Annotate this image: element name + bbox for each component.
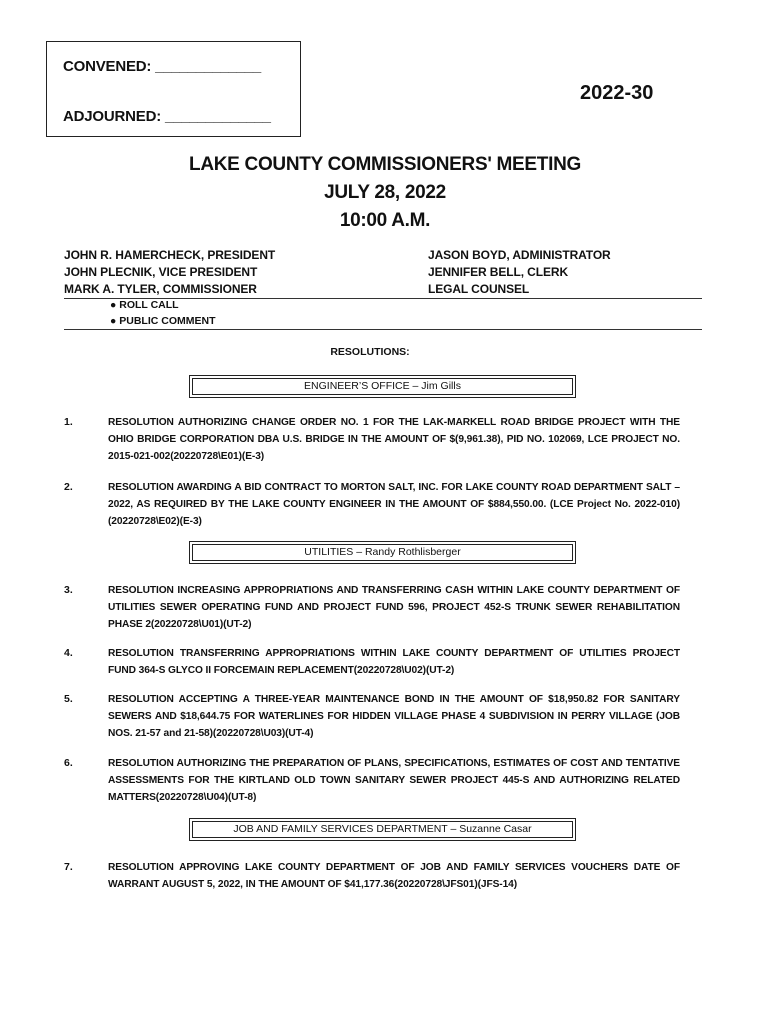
item-2-text: RESOLUTION AWARDING A BID CONTRACT TO MORTON SALT, INC. FOR LAKE COUNTY ROAD DEPARTMENT SALT – 2022, AS REQUIRED BY THE LAKE COUNTY ENGINEER IN THE AMOUNT OF $884,550.00. (LCE Project No. 2022-010)(20220728\E02)(E-3) bbox=[108, 482, 680, 527]
item-3-text: RESOLUTION INCREASING APPROPRIATIONS AND TRANSFERRING CASH WITHIN LAKE COUNTY DEPARTMENT OF UTILITIES SEWER OPERATING FUND AND PROJECT FUND 596, PROJECT 452-S TRUNK SEWER REHABILITATION PHASE 2(20220728\U01)(UT-2) bbox=[108, 585, 680, 630]
section-jfs-label: JOB AND FAMILY SERVICES DEPARTMENT – Suzanne Casar bbox=[192, 821, 573, 838]
item-5-text: RESOLUTION ACCEPTING A THREE-YEAR MAINTENANCE BOND IN THE AMOUNT OF $18,950.82 FOR SANITARY SEWERS AND $18,644.75 FOR WATERLINES FOR HIDDEN VILLAGE PHASE 4 SUBDIVISION IN PERRY VILLAGE (JOB NOS. 21-57 and 21-58)(20220728\U03)(UT-4) bbox=[108, 694, 680, 739]
official-legal-counsel: LEGAL COUNSEL bbox=[428, 282, 530, 296]
document-number: 2022-30 bbox=[580, 82, 654, 104]
item-4-number: 4. bbox=[64, 647, 73, 659]
agenda-public-comment: ● PUBLIC COMMENT bbox=[110, 315, 216, 327]
official-vice-president: JOHN PLECNIK, VICE PRESIDENT bbox=[64, 265, 258, 279]
item-4-text: RESOLUTION TRANSFERRING APPROPRIATIONS WITHIN LAKE COUNTY DEPARTMENT OF UTILITIES PROJECT FUND 364-S GLYCO II FORCEMAIN REPLACEMENT(20220728\U02)(UT-2) bbox=[108, 648, 680, 676]
section-engineer-label: ENGINEER’S OFFICE – Jim Gills bbox=[192, 378, 573, 395]
item-5-number: 5. bbox=[64, 693, 73, 705]
item-3-number: 3. bbox=[64, 584, 73, 596]
official-clerk: JENNIFER BELL, CLERK bbox=[428, 265, 569, 279]
item-7-text: RESOLUTION APPROVING LAKE COUNTY DEPARTMENT OF JOB AND FAMILY SERVICES VOUCHERS DATE OF WARRANT AUGUST 5, 2022, IN THE AMOUNT OF $41,177.36(20220728\JFS01)(JFS-14) bbox=[108, 862, 680, 890]
official-president: JOHN R. HAMERCHECK, PRESIDENT bbox=[64, 248, 276, 262]
meeting-time: 10:00 A.M. bbox=[339, 210, 431, 231]
item-7-number: 7. bbox=[64, 861, 73, 873]
section-jfs bbox=[189, 818, 576, 841]
meeting-date: JULY 28, 2022 bbox=[324, 182, 446, 203]
agenda-roll-call: ● ROLL CALL bbox=[110, 299, 179, 311]
item-1-text: RESOLUTION AUTHORIZING CHANGE ORDER NO. 1 FOR THE LAK-MARKELL ROAD BRIDGE PROJECT WITH THE OHIO BRIDGE CORPORATION DBA U.S. BRIDGE IN THE AMOUNT OF $(9,961.38), PID NO. 102069, LCE PROJECT NO. 2015-021-002(20220728\E01)(E-3) bbox=[108, 417, 680, 462]
meeting-title: LAKE COUNTY COMMISSIONERS' MEETING bbox=[189, 154, 581, 175]
item-1-number: 1. bbox=[64, 416, 73, 428]
official-commissioner: MARK A. TYLER, COMMISSIONER bbox=[64, 282, 257, 296]
item-6-text: RESOLUTION AUTHORIZING THE PREPARATION OF PLANS, SPECIFICATIONS, ESTIMATES OF COST AND TENTATIVE ASSESSMENTS FOR THE KIRTLAND OLD TOWN SANITARY SEWER PROJECT 445-S AND AUTHORIZING RELATED MATTERS(20220728\U04)(UT-8) bbox=[108, 758, 680, 803]
section-utilities-label: UTILITIES – Randy Rothlisberger bbox=[192, 544, 573, 561]
convened-line: CONVENED: _____________ bbox=[63, 58, 262, 75]
convened-adjourned-box bbox=[46, 41, 301, 137]
adjourned-line: ADJOURNED: _____________ bbox=[63, 108, 271, 125]
section-utilities bbox=[189, 541, 576, 564]
resolutions-heading: RESOLUTIONS: bbox=[330, 346, 410, 358]
section-engineer bbox=[189, 375, 576, 398]
divider-bottom bbox=[64, 329, 702, 330]
item-2-number: 2. bbox=[64, 481, 73, 493]
item-6-number: 6. bbox=[64, 757, 73, 769]
official-administrator: JASON BOYD, ADMINISTRATOR bbox=[428, 248, 611, 262]
